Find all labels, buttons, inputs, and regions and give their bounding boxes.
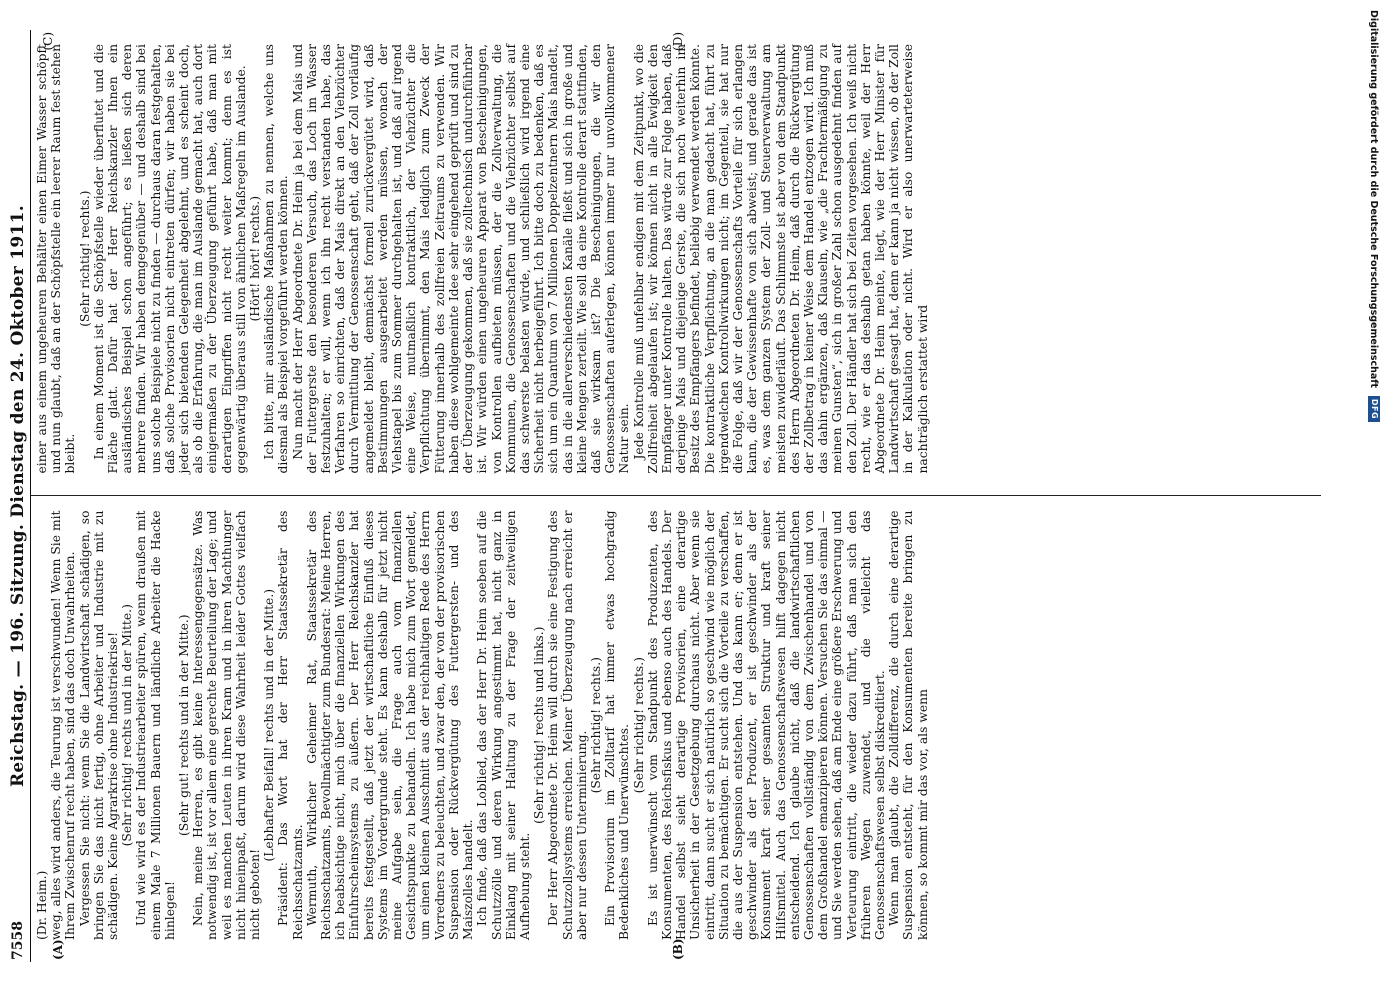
margin-marker-c: (C) xyxy=(41,32,55,51)
paragraph: Ein Provisorium im Zolltarif hat immer etwas hochgradig Bedenkliches und Unerwünschtes. xyxy=(603,510,632,940)
paragraph: Ich bitte, mir ausländische Maßnahmen zu nennen, welche uns diesmal als Beispiel vorgeführt werden können. xyxy=(262,44,291,474)
interjection: (Lebhafter Beifall! rechts und in der Mitte.) xyxy=(262,588,277,862)
text-columns xyxy=(31,30,1321,962)
paragraph: Und wie wird es der Industriearbeiter spüren, wenn draußen mit einem Male 7 Millionen Bauern und ländliche Arbeiter die Hacke hinlegen! xyxy=(134,510,177,940)
dfg-logo: DFG xyxy=(1368,396,1380,422)
paragraph: weg, alles wird anders, die Teurung ist verschwunden! Wenn Sie mit Ihrem Zwischenruf recht haben, sind das doch Unwahrheiten. xyxy=(49,510,78,940)
speaker-note: (Dr. Heim.) xyxy=(35,870,49,940)
interjection: (Sehr gut! rechts und in der Mitte.) xyxy=(177,614,192,837)
interjection: (Sehr richtig! rechts.) xyxy=(77,190,92,327)
digitization-credit xyxy=(1366,10,1380,1000)
margin-marker-a: (A) xyxy=(51,939,65,960)
interjection: (Hört! hört! rechts.) xyxy=(248,196,263,322)
running-title: Reichstag. — 196. Sitzung. Dienstag den 24. Oktober 1911. xyxy=(8,205,28,787)
president-line: Präsident: Das Wort hat der Herr Staatssekretär des Reichsschatzamts. xyxy=(276,510,305,940)
interjection: (Sehr richtig! rechts und in der Mitte.) xyxy=(120,604,135,847)
left-column xyxy=(31,497,1321,963)
interjection: (Sehr richtig! rechts und links.) xyxy=(532,626,547,824)
paragraph: Vergessen Sie nicht: wenn Sie die Landwirtschaft schädigen, so bringen Sie das nicht fertig, ohne Arbeiter und Industrie mit zu schädigen. Keine Agrarkrise ohne Industriekrise! xyxy=(77,510,121,940)
paragraph: Nein, meine Herren, es gibt keine Interessengegensätze. Was notwendig ist, ist vor allem eine gerechte Beurteilung der Lage; und weil es manchen Leuten in ihren Kram und in ihren Machthunger nicht hineinpaßt, darum wird diese Wahrheit leider Gottes vielfach nicht geboten! xyxy=(191,510,263,940)
paragraph: Wenn man glaubt, die Zolldifferenz, die durch eine derartige Suspension entsteht, für den Konsumenten bereite bringen zu können, so kommt mir das vor, als wenn xyxy=(887,510,930,940)
paragraph: In einem Moment ist die Schöpfstelle wieder überflutet und die Fläche glatt. Dafür hat der Herr Reichskanzler Ihnen ein ausländisches Beispiel schon angeführt; es ließen sich deren mehrere finden. Wir haben demgegenüber — und deshalb sind bei uns solche Beispiele nicht zu finden — durchaus daran festgehalten, daß solche Provisorien nicht eintreten dürfen; wir haben sie bei jeder sich bietenden Gelegenheit abgelehnt, und es scheint doch, als ob die Erfahrung, die man im Auslande gemacht hat, auch dort einigermaßen zu der Überzeugung geführt habe, daß man mit derartigen Eingriffen nicht recht weiter kommt; denn es ist gegenwärtig überaus still von ähnlichen Maßregeln im Auslande. xyxy=(91,44,248,474)
speaker-paragraph: Wermuth, Wirklicher Geheimer Rat, Staatssekretär des Reichsschatzamts, Bevollmächtigter zum Bundesrat: Meine Herren, ich beabsichtige nicht, mich über die finanziellen Wirkungen des Einfuhrscheinsystems zu äußern. Der Herr Reichskanzler hat bereits festgestellt, daß jetzt der wirtschaftliche Einfluß dieses Systems im Vordergrunde steht. Es kann deshalb für jetzt nicht meine Aufgabe sein, die Frage auch vom finanziellen Gesichtspunkte zu behandeln. Ich habe mich zum Wort gemeldet, um einen kleinen Ausschnitt aus der reichhaltigen Rede des Herrn Vorredners zu beleuchten, und zwar den, der von der provisorischen Suspension oder Rückvergütung des Futtergersten- und des Maiszolles handelt. xyxy=(304,510,476,940)
paragraph: Der Herr Abgeordnete Dr. Heim will durch sie eine Festigung des Schutzzollsystems erreichen. Meiner Überzeugung nach erreicht er aber nur dessen Unterminierung. xyxy=(546,510,589,940)
paragraph: einer aus einem ungeheuren Behälter einen Eimer Wasser schöpft und nun glaubt, daß an der Schöpfstelle ein leerer Raum fest stehen bleibt. xyxy=(35,44,78,474)
page-header xyxy=(0,30,31,962)
interjection: (Sehr richtig! rechts.) xyxy=(631,657,646,794)
right-column xyxy=(31,30,1321,497)
paragraph: Jede Kontrolle muß unfehlbar endigen mit dem Zeitpunkt, wo die Zollfreiheit abgelaufen ist; wir können nicht in alle Ewigkeit den Empfänger unter Kontrolle halten. Das würde zur Folge haben, daß derjenige Mais und diejenige Gerste, die sich noch weiterhin im Besitz des Empfängers befindet, beliebig verwendet werden könnte. Die kontraktliche Verpflichtung, an die man gedacht hat, führt zu irgendwelchen Kontrollwirkungen nicht; im Gegenteil, sie hat nur die Folge, daß wir der Genossenschafts Vorteile für sich erlangen kann, die der Gewissenhafte von sich abweist; und gerade das ist es, was dem ganzen System der Zoll- und Steuerverwaltung am meisten zuwiderläuft. Das Schlimmste ist aber von dem Standpunkt des Herrn Abgeordneten Dr. Heim, daß durch die Rückvergütung der Zollbetrag in keiner Weise dem Handel entzogen wird. Ich muß das dahin ergänzen, daß Klauseln, wie „die Frachtermäßigung zu meinen Gunsten“, sich in großer Zahl schon ausgedehnt finden auf den Zoll. Der Händler hat sich bei Zeiten vorgesehen. Ich weiß nicht recht, wie er das deshalb getan haben könnte, weil der Herr Abgeordnete Dr. Heim meinte, liegt, wie der Herr Minister für Landwirtschaft gesagt hat, denn er kann ja nicht wissen, ob der Zoll in der Kalkulation oder nicht. Wird er also unerwarteterweise nachträglich erstattet wird xyxy=(631,44,930,474)
paragraph: Ich finde, daß das Loblied, das der Herr Dr. Heim soeben auf die Schutzzölle und deren Wirkung angestimmt hat, nicht ganz in Einklang mit seiner Haltung zu der Frage der zeitweiligen Aufhebung steht. xyxy=(475,510,532,940)
margin-marker-b: (B) xyxy=(671,938,685,960)
paragraph: Nun macht der Herr Abgeordnete Dr. Heim ja bei dem Mais und der Futtergerste den besonderen Versuch, das Loch im Wasser festzuhalten; er will, wenn ich ihn recht verstanden habe, das Verfahren so einrichten, daß der Mais direkt an den Viehzüchter durch Vermittlung der Genossenschaft geht, daß der Zoll vorläufig angemeldet bleibt, demnächst formell zurückvergütet wird, daß Bestimmungen ausgearbeitet werden müssen, wonach der Viehstapel bis zum Sommer durchgehalten ist, und daß auf irgend eine Weise, mutmaßlich kontraktlich, der Viehzüchter die Verpflichtung übernimmt, den Mais lediglich zum Zweck der Fütterung innerhalb des zollfreien Zeitraums zu verwenden. Wir haben diese wohlgemeinte Idee sehr eingehend geprüft und sind zu der Überzeugung gekommen, daß sie zolltechnisch undurchführbar ist. Wir würden einen ungeheuren Apparat von Bescheinigungen, von Kontrollen aufbieten müssen, der die Zollverwaltung, die Kommunen, die Genossenschaften und die Viehzüchter selbst auf das schwerste belasten würde, und schließlich wird irgend eine Sicherheit nicht herbeigeführt. Ich bitte doch zu bedenken, daß es sich um ein Quantum von 7 Millionen Doppelzentnern Mais handelt, das in die allerverschiedensten Kanäle fließt und sich in große und kleine Mengen zerteilt. Wie soll da eine Kontrolle derart stattfinden, daß sie wirksam ist? Die Bescheinigungen, die wir den Genossenschaften auferlegen, können immer nur unvollkommener Natur sein. xyxy=(290,44,632,474)
credit-text: Digitalisierung gefördert durch die Deutsche Forschungsgemeinschaft xyxy=(1368,10,1380,388)
paragraph: Es ist unerwünscht vom Standpunkt des Produzenten, des Konsumenten, des Reichsfiskus und ebenso auch des Handels. Der Handel selbst sieht derartige Provisorien, eine derartige Unsicherheit in der Gesetzgebung durchaus nicht. Aber wenn sie eintritt, dann sucht er sich natürlich so geschwind wie möglich der Situation zu bemächtigen. Er sucht sich die Vorteile zu verschaffen, die aus der Suspension entstehen. Und das kann er; denn er ist geschwinder als der Produzent, er ist geschwinder als der Konsument kraft seiner gesamten Struktur und kraft seiner Hilfsmittel. Auch das Genossenschaftswesen hilft dagegen nicht entscheidend. Ich glaube nicht, daß die landwirtschaftlichen Genossenschaften vollständig von dem Zwischenhandel und von dem Großhandel emanzipieren können. Versuchen Sie das einmal — und Sie werden sehen, daß am Ende eine größere Erschwerung und Verteurung eintritt, die wieder dazu führt, daß man sich den früheren Wegen zuwendet, und die vielleicht das Genossenschaftswesen selbst diskreditiert. xyxy=(645,510,887,940)
page-number: 7558 xyxy=(10,921,26,960)
interjection: (Sehr richtig! rechts.) xyxy=(588,657,603,794)
margin-marker-d: (D) xyxy=(671,32,685,51)
